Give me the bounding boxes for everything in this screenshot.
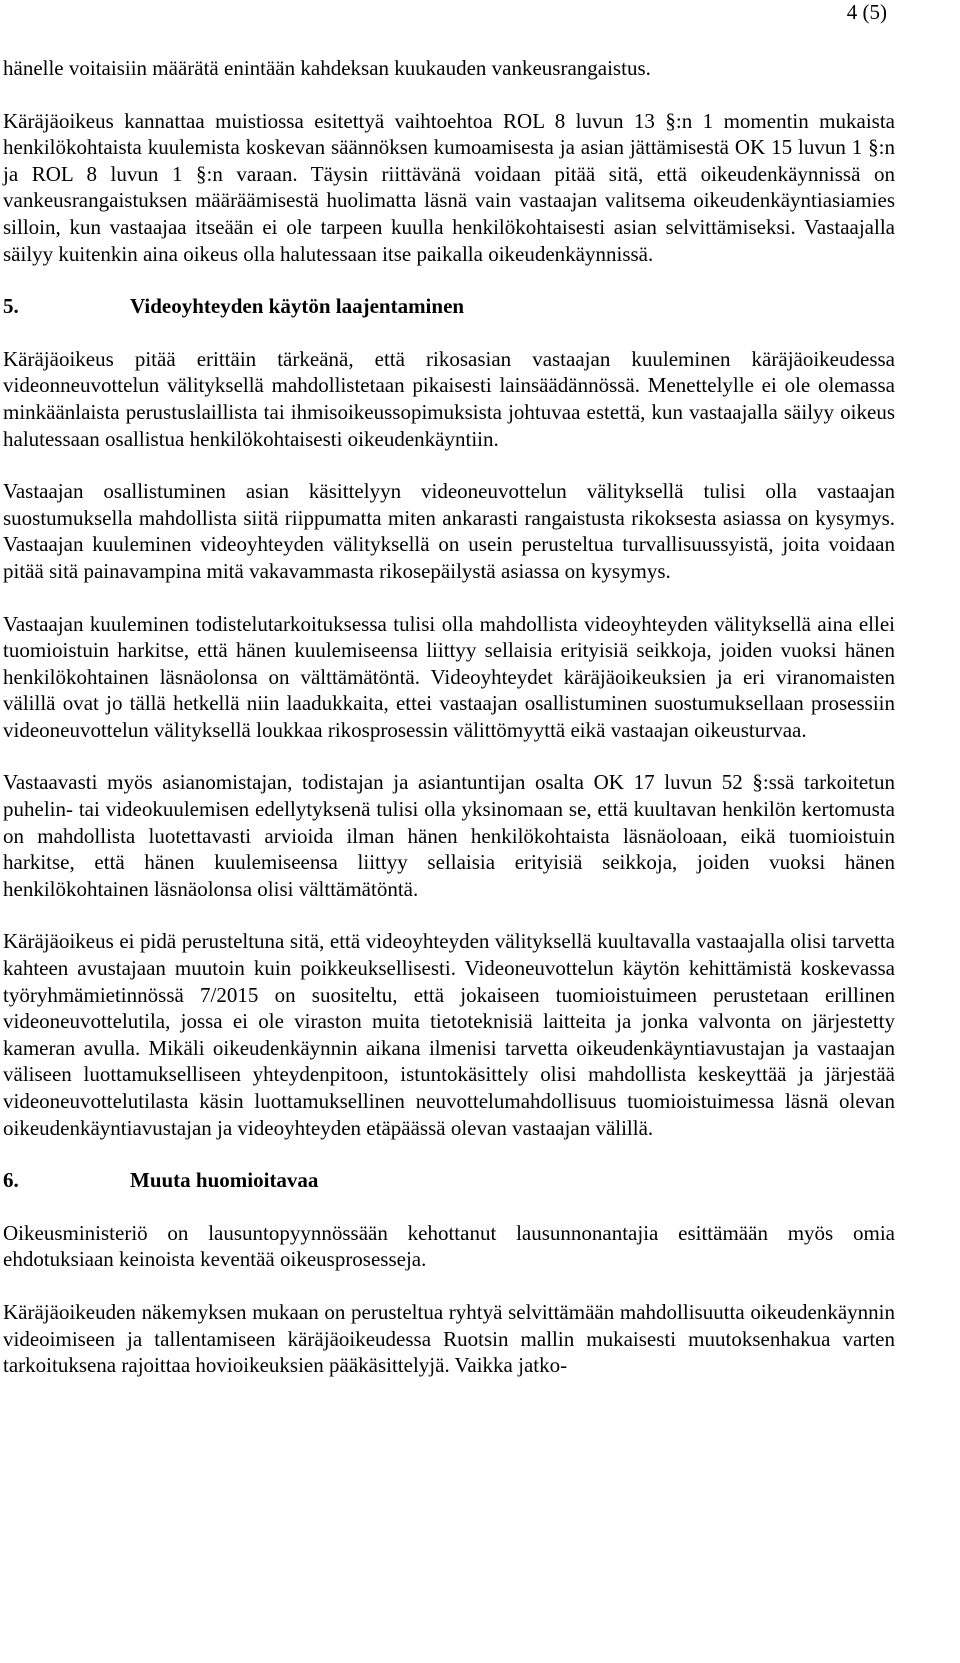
document-body: [3, 55, 895, 1379]
page-number: 4 (5): [846, 0, 887, 24]
paragraph: Käräjäoikeuden näkemyksen mukaan on perusteltua ryhtyä selvittämään mahdollisuutta oikeudenkäynnin videoimiseen ja tallentamiseen käräjäoikeudessa Ruotsin mallin mukaisesti muutoksenhakua varten tarkoituksena rajoittaa hovioikeuksien pääkäsittelyjä. Vaikka jatko-: [3, 1299, 895, 1378]
section-title: Videoyhteyden käytön laajentaminen: [130, 294, 465, 319]
section-heading: [3, 1167, 895, 1194]
section-heading: [3, 293, 895, 320]
paragraph: Vastaajan kuuleminen todistelutarkoituksessa tulisi olla mahdollista videoyhteyden välityksellä aina ellei tuomioistuin harkitse, että hänen kuulemiseensa liittyy sellaisia erityisiä seikkoja, joiden vuoksi hänen henkilökohtainen läsnäolonsa on välttämätöntä. Videoyhteydet käräjäoikeuksien ja eri viranomaisten välillä ovat jo tällä hetkellä niin laadukkaita, ettei vastaajan osallistuminen suostumuksellaan prosessiin videoneuvottelun välityksellä loukkaa rikosprosessin välittömyyttä eikä vastaajan oikeusturvaa.: [3, 611, 895, 742]
section-title: Muuta huomioitavaa: [130, 1168, 319, 1193]
section-number: 6.: [3, 1168, 19, 1193]
section-number: 5.: [3, 294, 19, 319]
paragraph: Vastaavasti myös asianomistajan, todistajan ja asiantuntijan osalta OK 17 luvun 52 §:ssä tarkoitetun puhelin- tai videokuulemisen edellytyksenä tulisi olla yksinomaan se, että kuultavan henkilön kertomusta on mahdollista luotettavasti arvioida ilman hänen henkilökohtaista läsnäoloaan, eikä tuomioistuin harkitse, että hänen kuulemiseensa liittyy sellaisia erityisiä seikkoja, joiden vuoksi hänen henkilökohtainen läsnäolonsa olisi välttämätöntä.: [3, 770, 895, 901]
paragraph: Käräjäoikeus pitää erittäin tärkeänä, että rikosasian vastaajan kuuleminen käräjäoikeudessa videonneuvottelun välityksellä mahdollistetaan pikaisesti lainsäädännössä. Menettelylle ei ole olemassa minkäänlaista perustuslaillista tai ihmisoikeussopimuksista johtuvaa estettä, kun vastaajalla säilyy oikeus halutessaan osallistua henkilökohtaisesti oikeudenkäyntiin.: [3, 346, 895, 451]
paragraph: hänelle voitaisiin määrätä enintään kahdeksan kuukauden vankeusrangaistus.: [3, 56, 651, 80]
paragraph: Vastaajan osallistuminen asian käsittelyyn videoneuvottelun välityksellä tulisi olla vastaajan suostumuksella mahdollista siitä riippumatta miten ankarasti rangaistusta rikoksesta asiassa on kysymys. Vastaajan kuuleminen videoyhteyden välityksellä on usein perusteltua turvallisuussyistä, joita voidaan pitää sitä painavampina mitä vakavammasta rikosepäilystä asiassa on kysymys.: [3, 479, 895, 583]
paragraph: Käräjäoikeus kannattaa muistiossa esitettyä vaihtoehtoa ROL 8 luvun 13 §:n 1 momentin mukaista henkilökohtaista kuulemista koskevan säännöksen kumoamisesta ja asian jättämisestä OK 15 luvun 1 §:n ja ROL 8 luvun 1 §:n varaan. Täysin riittävänä voidaan pitää sitä, että oikeudenkäynnissä on vankeusrangaistuksen määräämisestä huolimatta läsnä vain vastaajan valitsema oikeudenkäyntiasiamies silloin, kun vastaajaa itseään ei ole tarpeen kuulla henkilökohtaisesti asian selvittämiseksi. Vastaajalla säilyy kuitenkin aina oikeus olla halutessaan itse paikalla oikeudenkäynnissä.: [3, 108, 895, 266]
paragraph: Käräjäoikeus ei pidä perusteltuna sitä, että videoyhteyden välityksellä kuultavalla vastaajalla olisi tarvetta kahteen avustajaan muutoin kuin poikkeuksellisesti. Videoneuvottelun käytön kehittämistä koskevassa työryhmämietinnössä 7/2015 on suositeltu, että jokaiseen tuomioistuimeen perustetaan erillinen videoneuvottelutila, jossa ei ole viraston muita tietoteknisiä laitteita ja jonka valvonta on järjestetty kameran avulla. Mikäli oikeudenkäynnin aikana ilmenisi tarvetta oikeudenkäyntiavustajan ja vastaajan väliseen luottamukselliseen yhteydenpitoon, istuntokäsittely olisi mahdollista keskeyttää ja järjestää videoneuvottelutilasta käsin luottamuksellinen neuvottelumahdollisuus tuomioistuimessa läsnä olevan oikeudenkäyntiavustajan ja videoyhteyden etäpäässä olevan vastaajan välillä.: [3, 929, 895, 1140]
paragraph: Oikeusministeriö on lausuntopyynnössään kehottanut lausunnonantajia esittämään myös omia ehdotuksiaan keinoista keventää oikeusprosesseja.: [3, 1220, 895, 1272]
